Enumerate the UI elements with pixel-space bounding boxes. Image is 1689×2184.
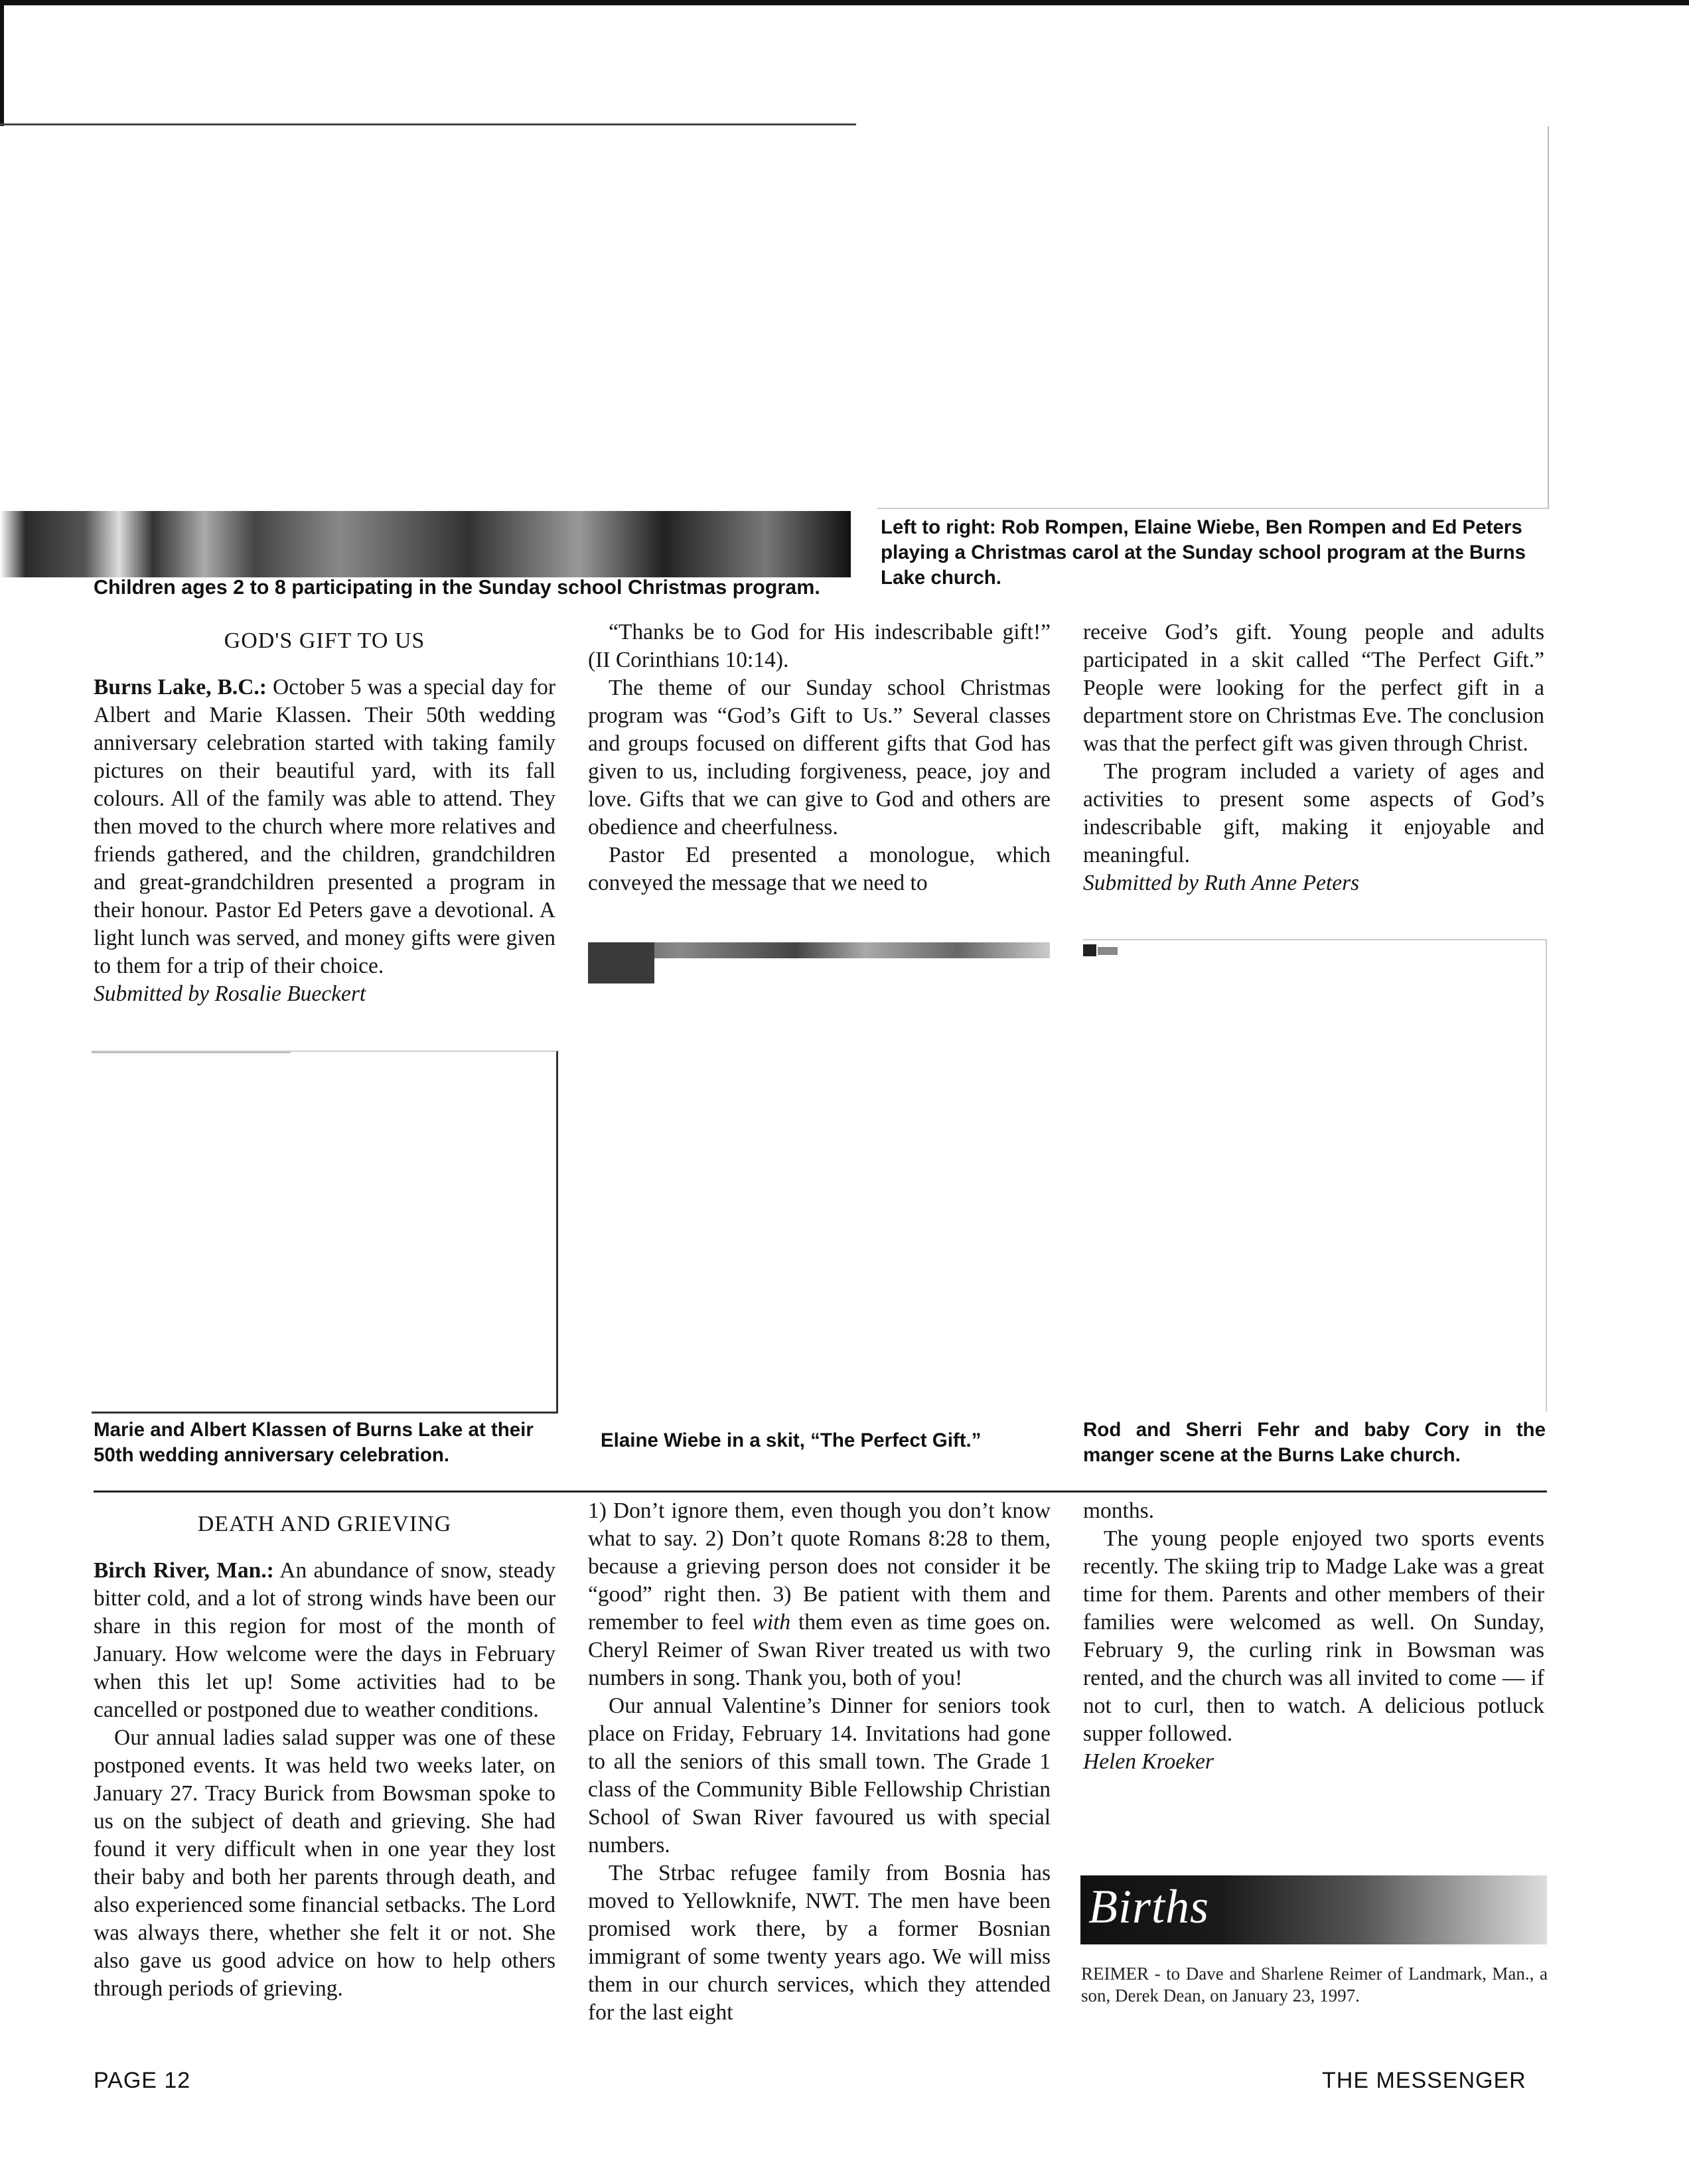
photo-klassen-anniversary: [92, 1051, 558, 1414]
caption-manger-scene: Rod and Sherri Fehr and baby Cory in the manger scene at the Burns Lake church.: [1083, 1419, 1546, 1466]
article-gods-gift-col2: [588, 619, 1051, 897]
header-rule: [0, 123, 856, 125]
photo-manger-scene: [1083, 939, 1547, 1412]
gods-gift-scripture-quote: “Thanks be to God for His indescribable gift!” (II Corinthians 10:14).: [588, 620, 1051, 672]
headline-death-grieving: DEATH AND GRIEVING: [197, 1512, 452, 1536]
article-gods-gift-col1: [94, 627, 555, 1008]
death-grieving-months: months.: [1083, 1498, 1155, 1523]
births-banner: [1080, 1875, 1547, 1944]
births-banner-title: Births: [1088, 1880, 1210, 1933]
death-grieving-paragraph-2: Our annual ladies salad supper was one of these postponed events. It was held two weeks later, on January 27. Tracy Burick from Bowsman spoke to us on the subject of death and grieving. She had found it very difficult when in one year they lost their baby and both her parents through death, and also experienced some financial setbacks. The Lord was always there, whether she felt it or not. She also gave us good advice on how to help others through periods of grieving.: [94, 1725, 555, 2001]
left-border-line: [0, 0, 4, 126]
article-death-grieving-col1: [94, 1510, 555, 2003]
caption-children-program: Children ages 2 to 8 participating in the Sunday school Christmas program.: [94, 576, 820, 599]
headline-gods-gift: GOD'S GIFT TO US: [224, 628, 425, 653]
gods-gift-paragraph-5: The program included a variety of ages and activities to present some aspects of God’s indescribable gift, making it enjoyable and meaningful.: [1083, 759, 1544, 867]
birth-announcement-reimer: REIMER - to Dave and Sharlene Reimer of Landmark, Man., a son, Derek Dean, on January 23, 1997.: [1081, 1964, 1548, 2005]
photo-perfect-gift-skit: [588, 942, 1050, 1408]
death-grieving-sports: The young people enjoyed two sports events recently. The skiing trip to Madge Lake was a great time for them. Parents and other members of their families were welcomed as well. On Sunday, February 9, the curling rink in Bowsman was rented, and the church was all invited to come — if not to curl, then to watch. A delicious potluck supper followed.: [1083, 1526, 1544, 1746]
section-divider: [94, 1491, 1547, 1492]
article-death-grieving-col2: [588, 1497, 1051, 2027]
death-grieving-refugee-family: The Strbac refugee family from Bosnia has moved to Yellowknife, NWT. The men have been promised work there, by a former Bosnian immigrant of some twenty years ago. We will miss them in our church services, which they attended for the last eight: [588, 1861, 1051, 2025]
signature-helen-kroeker: Helen Kroeker: [1083, 1749, 1214, 1774]
photo-carol-players: [877, 126, 1549, 509]
caption-carol-players: Left to right: Rob Rompen, Elaine Wiebe, Ben Rompen and Ed Peters playing a Christmas carol at the Sunday school program at the Burns Lake church.: [881, 516, 1526, 589]
dateline-burns-lake: Burns Lake, B.C.:: [94, 675, 267, 699]
photo-children-christmas-program: [0, 126, 851, 577]
caption-klassen-anniversary: Marie and Albert Klassen of Burns Lake at their 50th wedding anniversary celebration.: [94, 1419, 534, 1466]
top-border-line: [0, 0, 1689, 5]
death-grieving-valentines: Our annual Valentine’s Dinner for seniors took place on Friday, February 14. Invitations had gone to all the seniors of this small town. The Grade 1 class of the Community Bible Fellowship Christian School of Swan River favoured us with special numbers.: [588, 1694, 1051, 1857]
caption-perfect-gift-skit: Elaine Wiebe in a skit, “The Perfect Gift.”: [601, 1429, 982, 1451]
gods-gift-paragraph-4: receive God’s gift. Young people and adults participated in a skit called “The Perfect Gift.” People were looking for the perfect gift in a department store on Christmas Eve. The conclusion was that the perfect gift was given through Christ.: [1083, 620, 1544, 756]
article-gods-gift-col3: [1083, 619, 1544, 897]
page-number: PAGE 12: [94, 2068, 191, 2093]
gods-gift-paragraph-1: Burns Lake, B.C.: October 5 was a special day for Albert and Marie Klassen. Their 50th wedding anniversary celebration started with taking family pictures on their beautiful yard, with its fall colours. All of the family was able to attend. They then moved to the church where more relatives and friends gathered, and the children, grandchildren and great-grandchildren presented a program in their honour. Pastor Ed Peters gave a devotional. A light lunch was served, and money gifts were given to them for a trip of their choice.: [94, 675, 555, 978]
signature-rosalie-bueckert: Submitted by Rosalie Bueckert: [94, 982, 366, 1006]
gods-gift-paragraph-2: The theme of our Sunday school Christmas program was “God’s Gift to Us.” Several classes and groups focused on different gifts that God has given to us, including forgiveness, peace, joy and love. Gifts that we can give to God and others are obedience and cheerfulness.: [588, 676, 1051, 839]
signature-ruth-anne-peters: Submitted by Ruth Anne Peters: [1083, 871, 1360, 895]
gods-gift-paragraph-3: Pastor Ed presented a monologue, which conveyed the message that we need to: [588, 843, 1051, 895]
dateline-birch-river: Birch River, Man.:: [94, 1558, 274, 1583]
death-grieving-paragraph-1: Birch River, Man.: An abundance of snow, steady bitter cold, and a lot of strong winds have been our share in this region for most of the month of January. How welcome were the days in February when this let up! Some activities had to be cancelled or postponed due to weather conditions.: [94, 1558, 555, 1722]
article-death-grieving-col3: [1083, 1497, 1544, 1776]
publication-name: THE MESSENGER: [1322, 2068, 1526, 2093]
death-grieving-advice: 1) Don’t ignore them, even though you don’t know what to say. 2) Don’t quote Romans 8:28 to them, because a grieving person does not consider it be “good” right then. 3) Be patient with them and remember to feel with them even as time goes on. Cheryl Reimer of Swan River treated us with two numbers in song. Thank you, both of you!: [588, 1498, 1051, 1690]
